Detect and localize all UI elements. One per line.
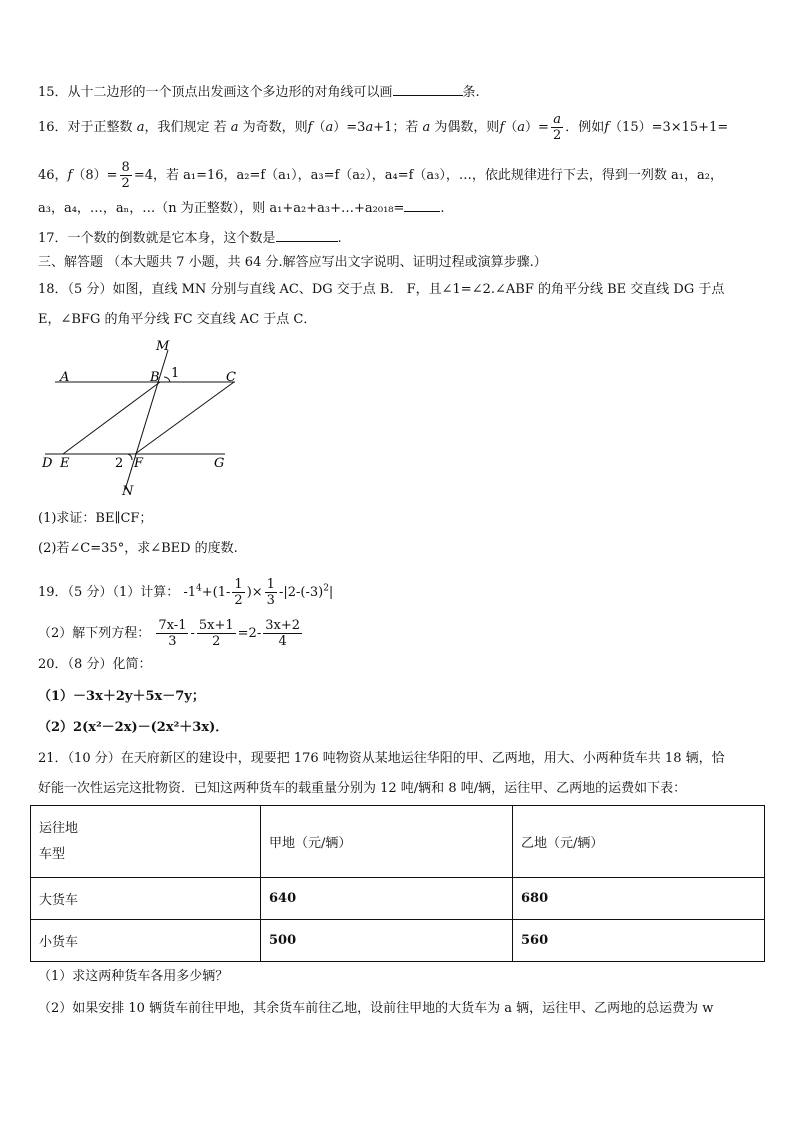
q16-l1f: 为偶数，则 [434, 120, 500, 135]
q17-blank [276, 229, 338, 242]
q19-calc-expr: $-1^4+(1-$ $\frac{1}{2}$ )× $\frac{1}{3}$ $-|2-(-3)^2|$ [183, 577, 334, 608]
q21-part2: （2）如果安排 10 辆货车前往甲地，其余货车前往乙地，设前往甲地的大货车为 a 辆，运往甲、乙两地的总运费为 w [38, 1001, 714, 1016]
table-header-col2: 乙地（元/辆） [513, 806, 765, 878]
table-cell-a: 640 [261, 878, 513, 920]
segment-be [63, 382, 160, 454]
label-g: G [214, 456, 225, 471]
q16-l3: a₃，a₄，…，aₙ，…（n 为正整数），则 a₁+a₂+a₃+…+a₂₀₁₈= [38, 201, 405, 216]
table-cell-type: 大货车 [31, 878, 261, 920]
table-cell-b: 560 [513, 920, 765, 962]
q21-part1: （1）求这两种货车各用多少辆？ [38, 969, 229, 984]
q20-part2: （2）2(x²－2x)－(2x²＋3x)． [38, 720, 229, 735]
q19-equation: $\frac{7x-1}{3}$ - $\frac{5x+1}{2}$ =2- $\frac{3x+2}{4}$ [158, 618, 300, 649]
q21-line2: 好能一次性运完这批物资．已知这两种货车的载重量分别为 12 吨/辆和 8 吨/辆，运往甲、乙两地的运费如下表： [38, 781, 687, 796]
q16-line1: 16．对于正整数 a，我们规定 若 a 为奇数，则f（a）=3a+1；若 a 为偶数，则f（a）= $\frac{a}{2}$ ．例如f（15）=3×15+1= [38, 112, 729, 143]
q16-l1h: （15）=3×15+1= [609, 120, 729, 135]
geometry-figure [30, 335, 260, 505]
table-row [31, 878, 765, 920]
q16-l2a: 46， [38, 168, 68, 183]
label-angle-2: 2 [115, 456, 124, 471]
q18-line1: 18．（5 分）如图，直线 MN 分别与直线 AC、DG 交于点 B． F，且∠1=∠2.∠ABF 的角平分线 BE 交直线 DG 于点 [38, 282, 725, 297]
label-a: A [60, 370, 70, 385]
table-header-col1: 甲地（元/辆） [261, 806, 513, 878]
label-n: N [122, 484, 134, 499]
q21-line1: 21．（10 分）在天府新区的建设中，现要把 176 吨物资从某地运往华阳的甲、乙两地，用大、小两种货车共 18 辆，恰 [38, 751, 725, 766]
label-b: B [150, 370, 160, 385]
table-cell-a: 500 [261, 920, 513, 962]
q16-line3 [38, 199, 445, 218]
table-cell-b: 680 [513, 878, 765, 920]
label-e: E [60, 456, 70, 471]
q18-line2: E，∠BFG 的角平分线 FC 交直线 AC 于点 C． [38, 312, 317, 327]
line-mn [125, 350, 168, 490]
q15-suffix: 条. [462, 85, 480, 100]
angle-2-arc [128, 454, 132, 460]
q16-blank [404, 199, 440, 212]
table-row [31, 920, 765, 962]
q17-text [38, 229, 342, 248]
q20-title: 20．（8 分）化简： [38, 657, 152, 672]
q16-frac-8: $\frac{8}{2}$ [121, 160, 130, 191]
q19-line2-prefix: （2）解下列方程： [38, 626, 151, 641]
q15-text [38, 83, 480, 102]
angle-1-arc [164, 377, 170, 382]
label-d: D [42, 456, 53, 471]
label-angle-1: 1 [171, 366, 180, 381]
q16-l1d: =3 [346, 120, 366, 135]
label-f: F [134, 456, 144, 471]
q16-l1c: 为奇数，则 [242, 120, 308, 135]
segment-fc [135, 382, 234, 454]
table-header-corner [31, 806, 261, 878]
q16-l1g: ．例如 [565, 120, 605, 135]
q18-part2: (2)若∠C=35°，求∠BED 的度数. [38, 541, 238, 556]
q17-prefix: 17．一个数的倒数就是它本身，这个数是 [38, 231, 276, 246]
q16-l1b: ，我们规定 若 [144, 120, 227, 135]
header-bottom: 车型 [39, 846, 66, 862]
q16-l1a: 16．对于正整数 [38, 120, 133, 135]
q15-blank [393, 83, 463, 96]
q15-prefix: 15．从十二边形的一个顶点出发画这个多边形的对角线可以画 [38, 85, 393, 100]
q16-l2b: （8）= [72, 168, 118, 183]
q16-l3-end: . [440, 201, 445, 216]
q19-line1 [38, 577, 333, 608]
q16-l2c: =4，若 a₁=16，a₂=f（a₁），a₃=f（a₂），a₄=f（a₃），…，依此规律进行下去，得到一列数 a₁，a₂， [133, 168, 723, 183]
section-3-heading: 三、解答题 （本大题共 7 小题，共 64 分.解答应写出文字说明、证明过程或演算步骤.） [38, 255, 547, 270]
label-c: C [226, 370, 236, 385]
q20-part1: （1）－3x＋2y＋5x－7y； [38, 689, 205, 704]
freight-table [30, 805, 765, 962]
q16-line2: 46，f（8）= $\frac{8}{2}$ =4，若 a₁=16，a₂=f（a₁），a₃=f（a₂），a₄=f（a₃），…，依此规律进行下去，得到一列数 a₁，a₂， [38, 160, 723, 191]
label-m: M [156, 339, 170, 354]
table-header-row [31, 806, 765, 878]
q19-line2 [38, 618, 304, 649]
q17-suffix: . [337, 231, 342, 246]
header-top: 运往地 [39, 820, 79, 836]
q18-part1: (1)求证：BE∥CF； [38, 511, 153, 526]
table-cell-type: 小货车 [31, 920, 261, 962]
q16-l1e: +1；若 [373, 120, 419, 135]
q19-prefix: 19．（5 分）（1）计算： [38, 585, 180, 600]
q16-frac-a: $\frac{a}{2}$ [552, 112, 562, 143]
